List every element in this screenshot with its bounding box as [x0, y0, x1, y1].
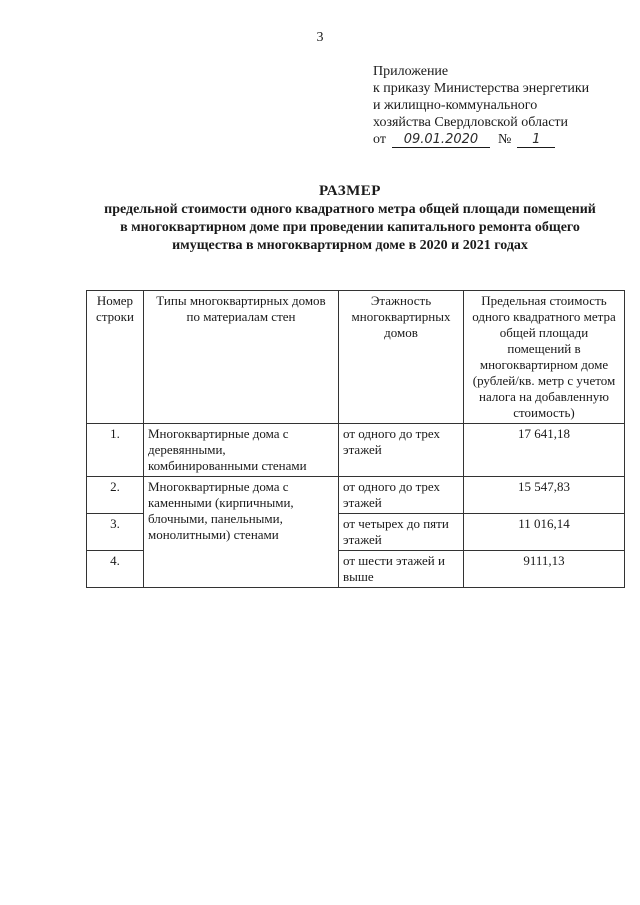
handwritten-number: 1 — [517, 132, 555, 148]
appendix-line-3: и жилищно-коммунального — [373, 98, 538, 113]
title-line-2: в многоквартирном доме при проведении капитального ремонта общего — [120, 220, 580, 235]
date-prefix: от — [373, 132, 386, 147]
table-header-row — [87, 291, 625, 424]
appendix-line-1: Приложение — [373, 64, 449, 79]
row-floors: от одного до трех этажей — [339, 424, 464, 477]
row-number: 1. — [87, 424, 144, 477]
row-number: 3. — [87, 514, 144, 551]
title-line-3: имущества в многоквартирном доме в 2020 и 2021 годах — [172, 238, 528, 253]
header-type: Типы многоквартирных домов по материалам стен — [144, 291, 339, 424]
row-type: Многоквартирные дома с деревянными, комбинированными стенами — [144, 424, 339, 477]
header-floors: Этажность многоквартирных домов — [339, 291, 464, 424]
number-sign: № — [497, 132, 512, 147]
title-main: РАЗМЕР — [319, 183, 381, 199]
appendix-line-4: хозяйства Свердловской области — [373, 115, 569, 130]
row-price: 15 547,83 — [464, 477, 625, 514]
handwritten-date: 09.01.2020 — [392, 132, 490, 148]
order-date-number-line — [373, 131, 589, 148]
table-row — [87, 477, 625, 514]
rates-table — [86, 290, 625, 588]
appendix-line-2: к приказу Министерства энергетики — [373, 81, 590, 96]
row-floors: от шести этажей и выше — [339, 551, 464, 588]
appendix-block — [373, 63, 589, 148]
row-number: 2. — [87, 477, 144, 514]
row-type: Многоквартирные дома с каменными (кирпичными, блочными, панельными, монолитными) стенами — [144, 477, 339, 588]
title-line-1: предельной стоимости одного квадратного метра общей площади помещений — [104, 202, 596, 217]
header-number: Номер строки — [87, 291, 144, 424]
page-number: 3 — [316, 30, 324, 45]
row-price: 9111,13 — [464, 551, 625, 588]
table-row — [87, 424, 625, 477]
row-price: 17 641,18 — [464, 424, 625, 477]
row-price: 11 016,14 — [464, 514, 625, 551]
document-title — [60, 182, 640, 255]
header-price: Предельная стоимость одного квадратного метра общей площади помещений в многоквартирном доме (рублей/кв. метр с учетом налога на добавленную стоимость) — [464, 291, 625, 424]
row-number: 4. — [87, 551, 144, 588]
row-floors: от четырех до пяти этажей — [339, 514, 464, 551]
row-floors: от одного до трех этажей — [339, 477, 464, 514]
